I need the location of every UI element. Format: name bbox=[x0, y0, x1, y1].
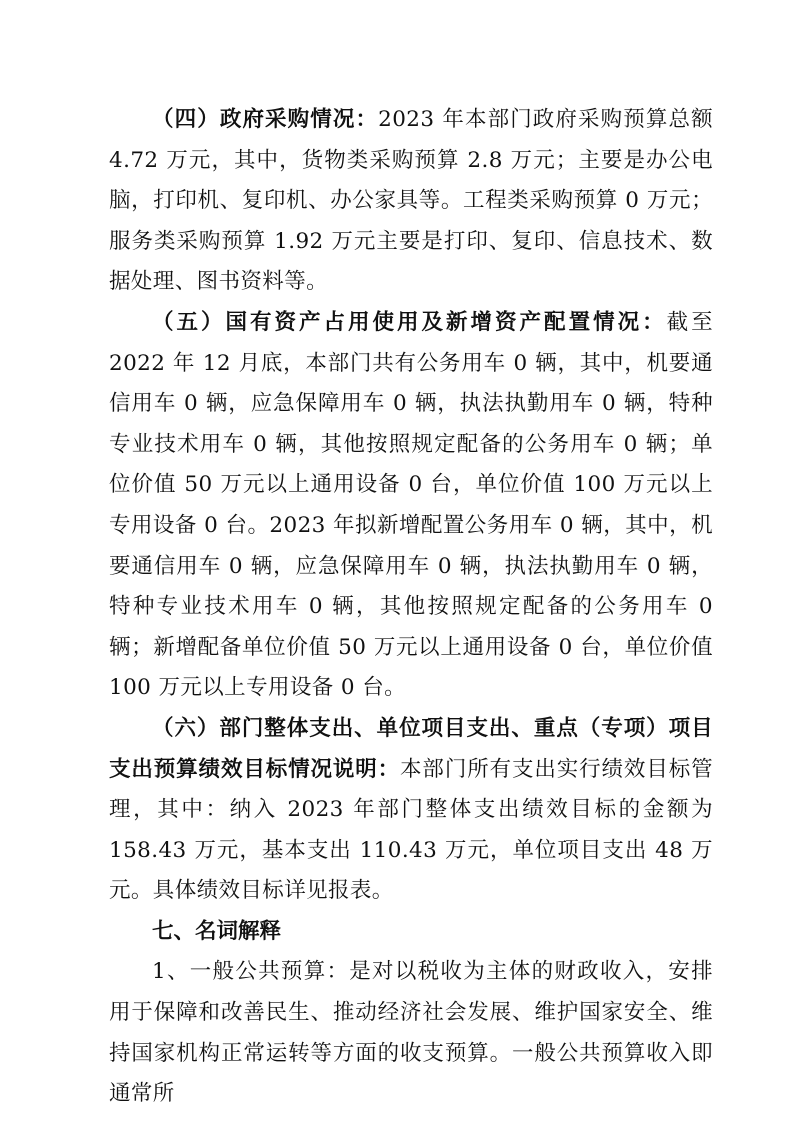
text-government-procurement: 2023 年本部门政府采购预算总额 4.72 万元，其中，货物类采购预算 2.8 万元；主要是办公电脑，打印机、复印机、办公家具等。工程类采购预算 0 万元；服务类采购预算 1.92 万元主要是打印、复印、信息技术、数据处理、图书资料等。 bbox=[109, 107, 713, 295]
heading-state-assets: （五）国有资产占用使用及新增资产配置情况： bbox=[152, 309, 667, 335]
paragraph-glossary-item-1: 1、一般公共预算：是对以税收为主体的财政收入，安排用于保障和改善民生、推动经济社会发展、维护国家安全、维持国家机构正常运转等方面的收支预算。一般公共预算收入即通常所 bbox=[109, 959, 713, 1107]
paragraph-state-assets bbox=[109, 303, 713, 709]
document-page bbox=[109, 100, 713, 1115]
heading-government-procurement: （四）政府采购情况： bbox=[152, 107, 379, 132]
section-heading-glossary: 七、名词解释 bbox=[152, 918, 282, 944]
paragraph-government-procurement bbox=[109, 100, 713, 303]
text-state-assets: 截至 2022 年 12 月底，本部门共有公务用车 0 辆，其中，机要通信用车 0 辆，应急保障用车 0 辆，执法执勤用车 0 辆，特种专业技术用车 0 辆，其他按照规定配备的公务用车 0 辆；单位价值 50 万元以上通用设备 0 台，单位价值 100 万元以上专用设备 0 台。2023 年拟新增配置公务用车 0 辆，其中，机要通信用车 0 辆，应急保障用车 0 辆，执法执勤用车 0 辆，特种专业技术用车 0 辆，其他按照规定配备的公务用车 0 辆；新增配备单位价值 50 万元以上通用设备 0 台，单位价值 100 万元以上专用设备 0 台。 bbox=[109, 309, 713, 701]
heading-performance-targets: （六）部门整体支出、单位项目支出、重点（专项）项目支出预算绩效目标情况说明： bbox=[109, 715, 713, 782]
paragraph-performance-targets bbox=[109, 709, 713, 912]
text-performance-targets: 本部门所有支出实行绩效目标管理，其中：纳入 2023 年部门整体支出绩效目标的金额为 158.43 万元，基本支出 110.43 万元，单位项目支出 48 万元。具体绩效目标详见报表。 bbox=[109, 756, 713, 904]
